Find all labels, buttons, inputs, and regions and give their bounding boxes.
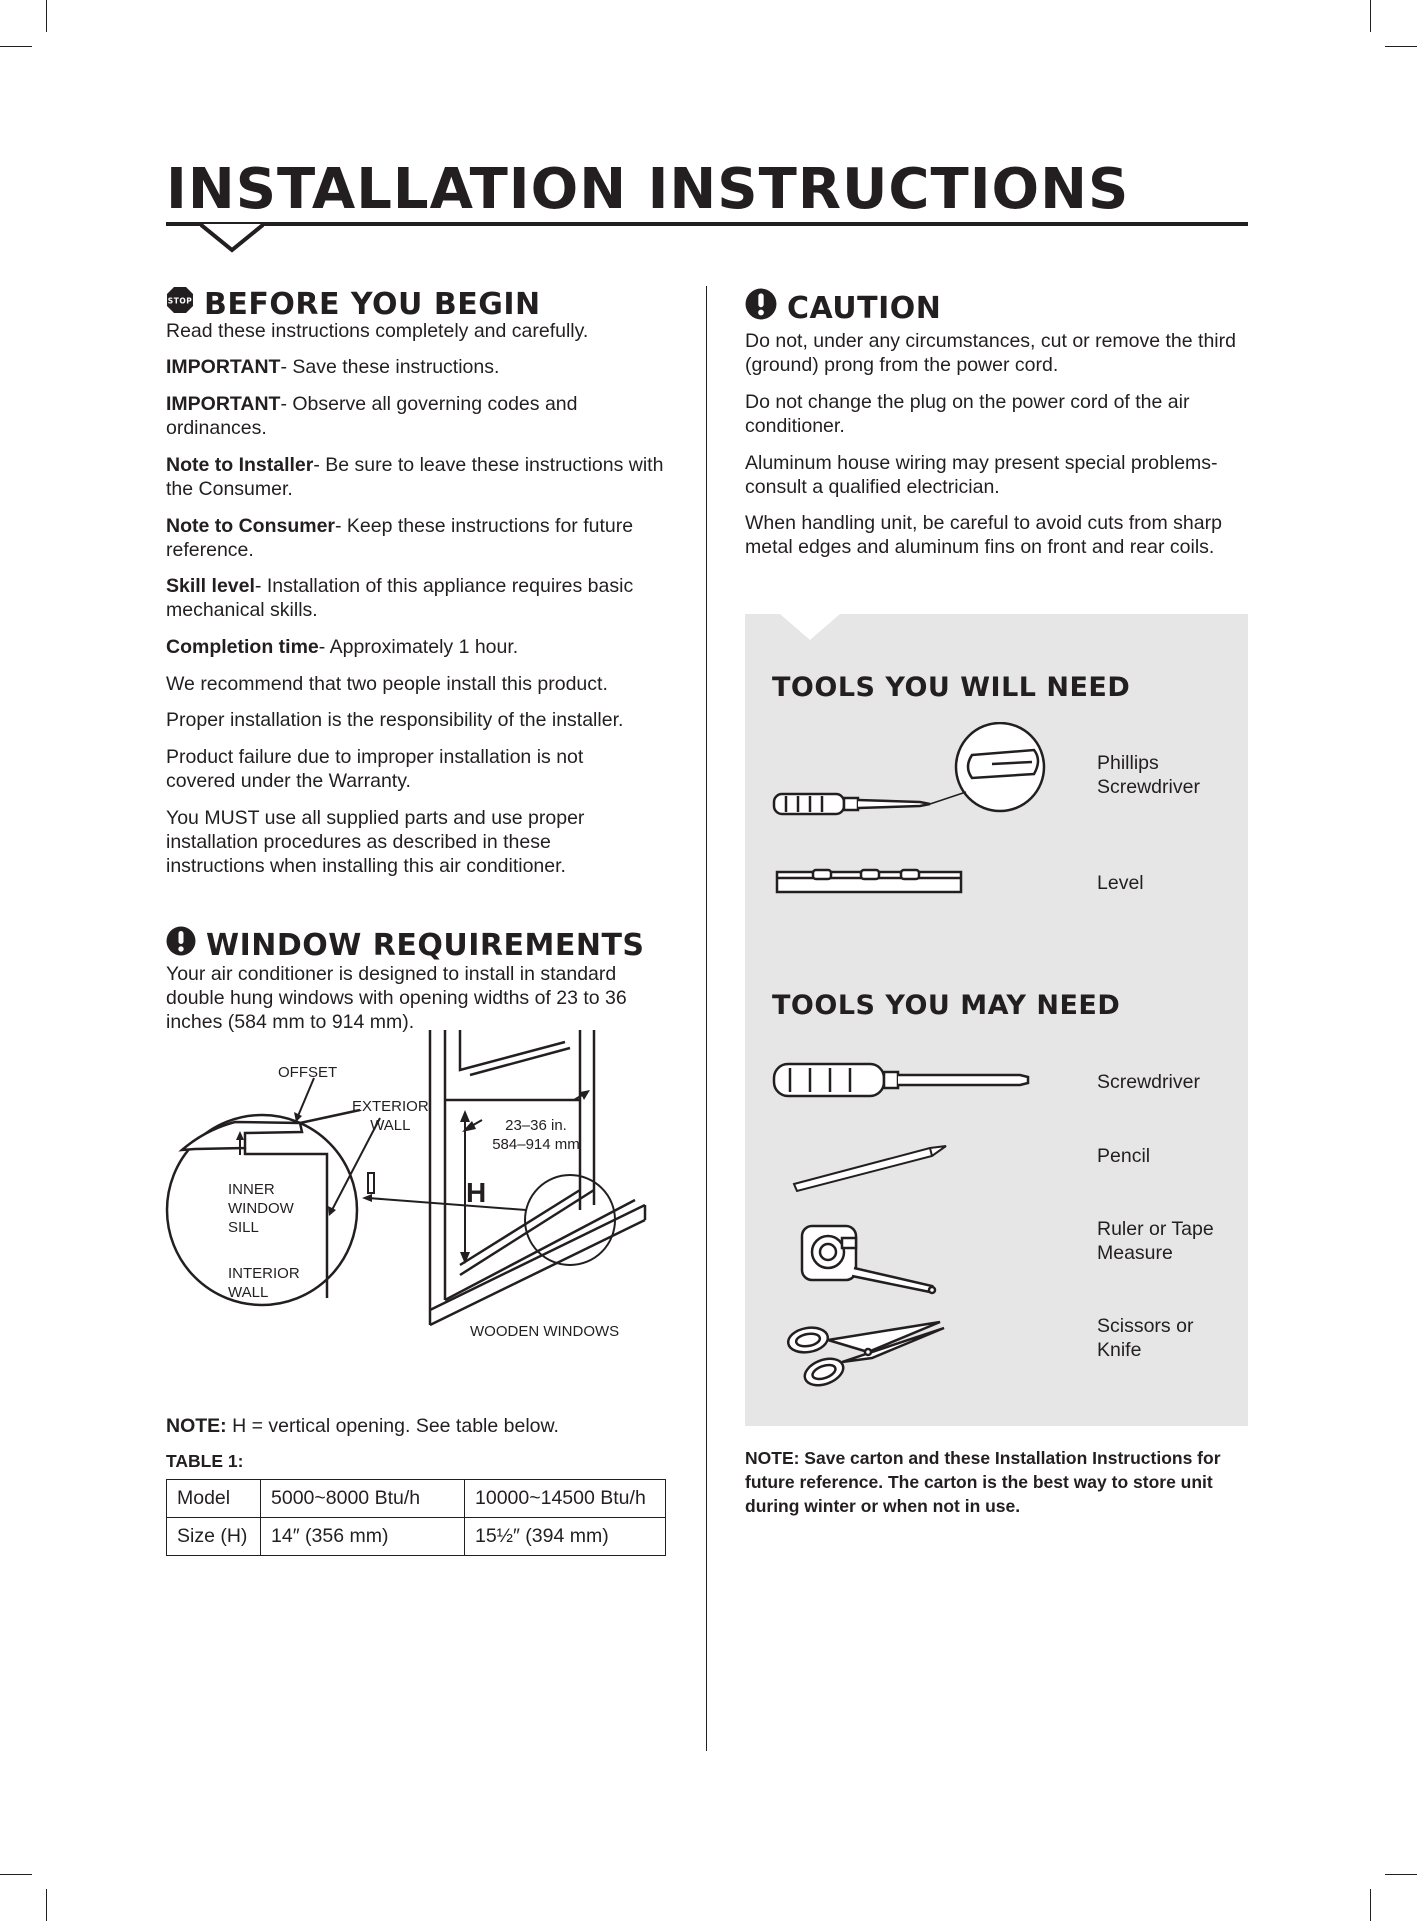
title-rule <box>166 222 1248 226</box>
panel-notch <box>780 614 840 642</box>
tool-label-line: Ruler or Tape <box>1097 1218 1214 1240</box>
diagram-label-wooden-windows: WOODEN WINDOWS <box>470 1323 620 1340</box>
tool-label-scissors <box>1097 1314 1193 1362</box>
h-note <box>166 1414 559 1438</box>
paragraph-label: Note to Installer <box>166 454 314 476</box>
tool-label-line: Scissors or <box>1097 1315 1194 1337</box>
diagram-label-line: 584–914 mm <box>492 1136 580 1153</box>
table-cell: Model <box>167 1480 261 1518</box>
tape-measure-icon <box>798 1220 938 1300</box>
table-cell: 15½″ (394 mm) <box>465 1518 666 1556</box>
tool-label-phillips-screwdriver <box>1097 751 1200 799</box>
paragraph-text: You MUST use all supplied parts and use proper installation procedures as described in these instructions when installing this air conditioner. <box>166 807 585 877</box>
diagram-label-line: WINDOW <box>228 1200 294 1217</box>
section-heading-text: WINDOW REQUIREMENTS <box>206 927 645 963</box>
paragraph-text: - Observe all governing codes and ordinances. <box>166 393 578 439</box>
table-cell: Size (H) <box>167 1518 261 1556</box>
before-paragraph <box>166 635 676 659</box>
table-cell: 5000~8000 Btu/h <box>261 1480 465 1518</box>
pencil-icon <box>790 1144 950 1194</box>
diagram-label-line: INTERIOR <box>228 1265 300 1282</box>
crop-mark <box>1385 46 1417 47</box>
before-paragraph <box>166 514 646 562</box>
paragraph-text: - Installation of this appliance requires basic mechanical skills. <box>166 575 634 621</box>
stop-sign-text: STOP <box>167 296 193 306</box>
paragraph-label: IMPORTANT <box>166 356 281 378</box>
before-paragraph <box>166 392 596 440</box>
scissors-icon <box>780 1318 950 1394</box>
tool-label-level: Level <box>1097 872 1144 894</box>
before-paragraph <box>166 745 616 793</box>
exclamation-icon <box>166 926 196 964</box>
tool-label-tape-measure <box>1097 1217 1214 1265</box>
tool-label-screwdriver: Screwdriver <box>1097 1071 1200 1093</box>
table-row <box>167 1480 666 1518</box>
crop-mark <box>1370 1889 1371 1921</box>
paragraph-text: Product failure due to improper installation is not covered under the Warranty. <box>166 746 584 792</box>
before-paragraph <box>166 708 676 732</box>
window-description: Your air conditioner is designed to install in standard double hung windows with opening widths of 23 to 36 inches (584 mm to 914 mm). <box>166 963 627 1033</box>
paragraph-label: Completion time <box>166 636 319 658</box>
crop-mark <box>1385 1874 1417 1875</box>
before-paragraph <box>166 672 676 696</box>
level-icon <box>775 866 965 896</box>
before-you-begin-heading <box>166 286 541 322</box>
page-title: INSTALLATION INSTRUCTIONS <box>166 157 1130 222</box>
table-row <box>167 1518 666 1556</box>
crop-mark <box>0 1874 32 1875</box>
caution-paragraph: When handling unit, be careful to avoid cuts from sharp metal edges and aluminum fins on front and rear coils. <box>745 512 1222 558</box>
save-carton-note: NOTE: Save carton and these Installation Instructions for future reference. The carton is the best way to store unit during winter or when not in use. <box>745 1448 1221 1516</box>
crop-mark <box>46 0 47 32</box>
diagram-label-line: EXTERIOR <box>352 1098 429 1115</box>
phillips-screwdriver-icon <box>770 722 1070 822</box>
before-paragraph <box>166 355 676 379</box>
paragraph-label: Skill level <box>166 575 255 597</box>
before-paragraph <box>166 574 646 622</box>
before-paragraph <box>166 453 676 501</box>
crop-mark <box>0 46 32 47</box>
paragraph-text: - Save these instructions. <box>280 356 500 378</box>
diagram-label-interior-wall <box>228 1264 300 1302</box>
paragraph-label: IMPORTANT <box>166 393 281 415</box>
stop-sign-icon <box>166 286 194 322</box>
tool-label-line: Measure <box>1097 1242 1173 1264</box>
caution-heading <box>745 288 941 328</box>
crop-mark <box>46 1889 47 1921</box>
section-heading-text: CAUTION <box>787 290 942 326</box>
note-text: H = vertical opening. See table below. <box>226 1415 559 1437</box>
tool-label-line: Phillips <box>1097 752 1159 774</box>
table-title: TABLE 1: <box>166 1451 244 1471</box>
diagram-label-line: INNER <box>228 1181 275 1198</box>
diagram-label-h: H <box>466 1177 487 1208</box>
caution-paragraph: Do not, under any circumstances, cut or remove the third (ground) prong from the power cord. <box>745 330 1236 376</box>
tools-you-may-need-heading: TOOLS YOU MAY NEED <box>772 990 1121 1021</box>
column-divider <box>706 286 707 1751</box>
diagram-label-line: WALL <box>228 1284 269 1301</box>
diagram-label-width <box>486 1116 586 1154</box>
crop-mark <box>1370 0 1371 32</box>
diagram-label-line: SILL <box>228 1219 259 1236</box>
caution-paragraph: Aluminum house wiring may present special problems- consult a qualified electrician. <box>745 452 1218 498</box>
tool-label-pencil: Pencil <box>1097 1145 1151 1167</box>
diagram-label-exterior-wall <box>352 1097 429 1135</box>
caution-paragraph: Do not change the plug on the power cord of the air conditioner. <box>745 391 1190 437</box>
paragraph-text: - Approximately 1 hour. <box>318 636 519 658</box>
exclamation-icon <box>745 288 777 328</box>
diagram-label-inner-window-sill <box>228 1180 294 1237</box>
diagram-label-offset: OFFSET <box>278 1064 338 1081</box>
window-requirements-heading <box>166 926 645 964</box>
before-paragraph <box>166 806 646 878</box>
before-paragraph <box>166 319 676 343</box>
table-cell: 10000~14500 Btu/h <box>465 1480 666 1518</box>
title-notch <box>200 224 264 254</box>
screwdriver-icon <box>770 1058 1035 1102</box>
diagram-label-line: WALL <box>370 1117 411 1134</box>
section-heading-text: BEFORE YOU BEGIN <box>204 286 541 322</box>
tools-you-will-need-heading: TOOLS YOU WILL NEED <box>772 672 1131 703</box>
paragraph-text: We recommend that two people install this product. <box>166 673 608 695</box>
paragraph-text: Proper installation is the responsibility of the installer. <box>166 709 624 731</box>
note-label: NOTE: <box>166 1415 227 1437</box>
paragraph-text: Read these instructions completely and carefully. <box>166 320 589 342</box>
tool-label-line: Screwdriver <box>1097 776 1200 798</box>
paragraph-text: - Be sure to leave these instructions with the Consumer. <box>166 454 664 500</box>
size-table <box>166 1479 666 1556</box>
diagram-label-line: 23–36 in. <box>505 1117 567 1134</box>
tool-label-line: Knife <box>1097 1339 1142 1361</box>
paragraph-label: Note to Consumer <box>166 515 336 537</box>
table-cell: 14″ (356 mm) <box>261 1518 465 1556</box>
paragraph-text: - Keep these instructions for future reference. <box>166 515 634 561</box>
